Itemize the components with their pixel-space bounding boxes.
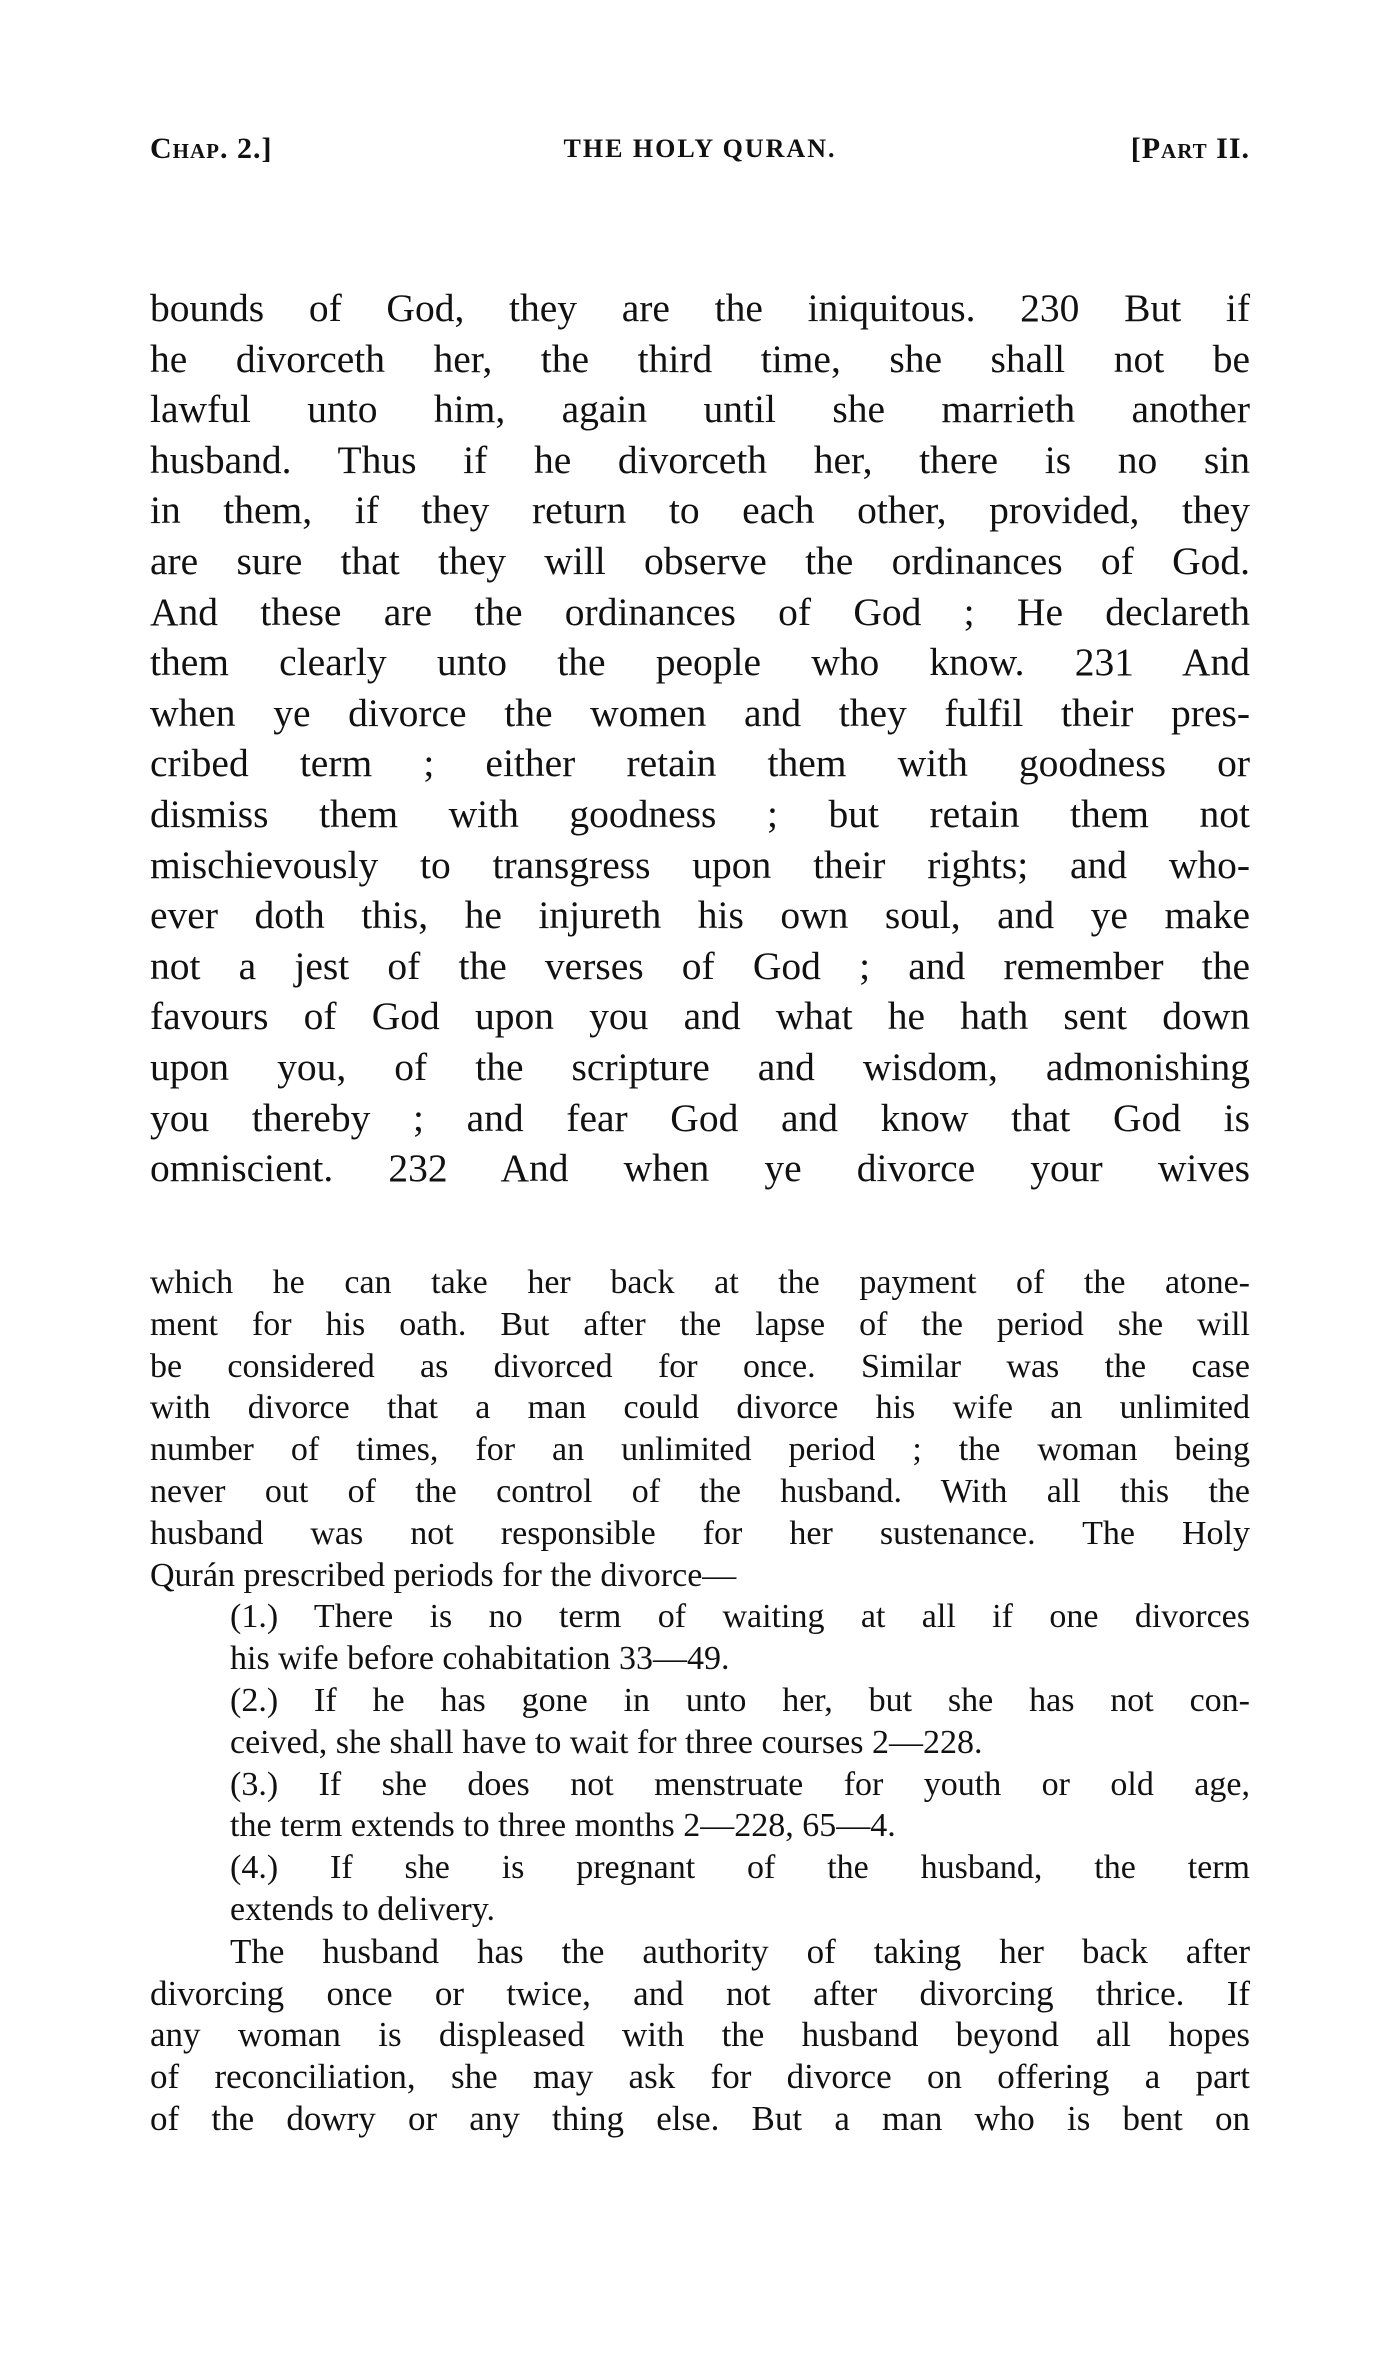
footnote-line: of the dowry or any thing else. But a man who is bent on — [150, 2098, 1250, 2138]
verse-line: cribed term ; either retain them with goodness or — [150, 741, 1250, 786]
verse-line: are sure that they will observe the ordinances of God. — [150, 538, 1250, 583]
verse-line: not a jest of the verses of God ; and remember the — [150, 943, 1250, 988]
footnote-line: the term extends to three months 2—228, 65—4. — [230, 1807, 896, 1845]
footnote-line: (1.) There is no term of waiting at all if one divorces — [230, 1598, 1250, 1636]
footnote-line: ceived, she shall have to wait for three courses 2—228. — [230, 1723, 983, 1761]
footnote-line: number of times, for an unlimited period ; the woman being — [150, 1431, 1250, 1469]
footnote-list-item — [150, 1764, 1250, 1848]
main-verse-text — [150, 283, 1250, 1194]
verse-line: lawful unto him, again until she marrieth another — [150, 387, 1250, 432]
footnote-line: extends to delivery. — [230, 1890, 495, 1928]
footnote-line: be considered as divorced for once. Similar was the case — [150, 1347, 1250, 1385]
verse-line: And these are the ordinances of God ; He declareth — [150, 589, 1250, 634]
verse-line: you thereby ; and fear God and know that God is — [150, 1095, 1250, 1140]
commentary-footnote — [150, 1262, 1250, 2140]
verse-line: husband. Thus if he divorceth her, there is no sin — [150, 437, 1250, 482]
footnote-closing — [150, 1931, 1250, 2140]
verse-line: he divorceth her, the third time, she shall not be — [150, 336, 1250, 381]
footnote-line: any woman is displeased with the husband beyond all hopes — [150, 2015, 1250, 2055]
verse-line: them clearly unto the people who know. 231 And — [150, 640, 1250, 685]
verse-line: dismiss them with goodness ; but retain them not — [150, 791, 1250, 836]
running-head — [150, 132, 1250, 182]
verse-line: omniscient. 232 And when ye divorce your wives — [150, 1146, 1250, 1191]
footnote-line: (4.) If she is pregnant of the husband, the term — [230, 1849, 1250, 1887]
verse-line: ever doth this, he injureth his own soul, and ye make — [150, 893, 1250, 938]
header-title: THE HOLY QURAN. — [563, 134, 837, 163]
footnote-line: husband was not responsible for her sustenance. The Holy — [150, 1514, 1250, 1552]
footnote-intro — [150, 1262, 1250, 1596]
footnote-line: which he can take her back at the payment of the atone- — [150, 1264, 1250, 1301]
footnote-list-item — [150, 1680, 1250, 1764]
footnote-line: divorcing once or twice, and not after divorcing thrice. If — [150, 1973, 1250, 2013]
footnote-line: (2.) If he has gone in unto her, but she has not con- — [230, 1681, 1250, 1719]
footnote-line: his wife before cohabitation 33—49. — [230, 1640, 730, 1678]
footnote-line: ment for his oath. But after the lapse of the period she will — [150, 1305, 1250, 1343]
footnote-line: Qurán prescribed periods for the divorce— — [150, 1556, 737, 1594]
verse-line: favours of God upon you and what he hath sent down — [150, 994, 1250, 1039]
verse-line: in them, if they return to each other, provided, they — [150, 488, 1250, 533]
footnote-line: of reconciliation, she may ask for divorce on offering a part — [150, 2057, 1250, 2097]
verse-line: mischievously to transgress upon their rights; and who- — [150, 842, 1250, 887]
footnote-line: with divorce that a man could divorce his wife an unlimited — [150, 1389, 1250, 1427]
header-chapter: Chap. 2.] — [150, 132, 273, 165]
footnote-line: never out of the control of the husband. With all this the — [150, 1472, 1250, 1510]
footnote-line: (3.) If she does not menstruate for youth or old age, — [230, 1765, 1250, 1803]
footnote-line: The husband has the authority of taking her back after — [230, 1931, 1250, 1971]
verse-line: upon you, of the scripture and wisdom, admonishing — [150, 1044, 1250, 1089]
verse-line: when ye divorce the women and they fulfil their pres- — [150, 690, 1250, 735]
header-part: [Part II. — [1130, 132, 1250, 165]
footnote-list-item — [150, 1847, 1250, 1931]
verse-line: bounds of God, they are the iniquitous. 230 But if — [150, 286, 1250, 330]
footnote-list-item — [150, 1596, 1250, 1680]
